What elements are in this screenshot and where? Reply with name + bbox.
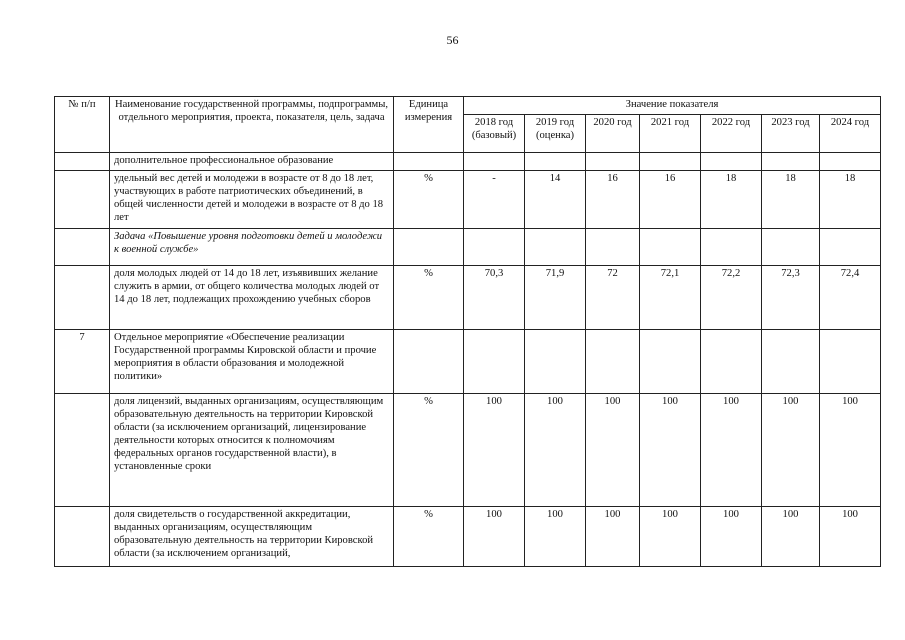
value-cell <box>586 330 640 394</box>
value-cell <box>701 229 762 266</box>
value-cell: 100 <box>525 394 586 507</box>
value-cell: 71,9 <box>525 266 586 330</box>
header-year: 2023 год <box>762 115 820 153</box>
value-cell <box>464 229 525 266</box>
indicators-table <box>54 96 881 567</box>
table-row <box>55 266 881 330</box>
header-value-group: Значение показателя <box>464 97 881 115</box>
indicator-name: дополнительное профессиональное образование <box>110 153 394 171</box>
value-cell <box>586 153 640 171</box>
unit-cell: % <box>394 507 464 567</box>
value-cell: 100 <box>820 507 881 567</box>
value-cell: 72,1 <box>640 266 701 330</box>
value-cell: 16 <box>640 171 701 229</box>
page-number: 56 <box>446 33 459 47</box>
value-cell <box>464 330 525 394</box>
value-cell: 100 <box>762 507 820 567</box>
value-cell: 72,3 <box>762 266 820 330</box>
value-cell: 100 <box>525 507 586 567</box>
value-cell: 100 <box>464 507 525 567</box>
value-cell <box>640 330 701 394</box>
header-year: 2018 год (базовый) <box>464 115 525 153</box>
unit-cell <box>394 330 464 394</box>
indicator-name: доля свидетельств о государственной аккредитации, выданных организациям, осуществляющим образовательную деятельность на территории Кировской области (за исключением организаций, <box>110 507 394 567</box>
value-cell: 100 <box>640 394 701 507</box>
value-cell <box>701 153 762 171</box>
value-cell <box>525 330 586 394</box>
row-num <box>55 229 110 266</box>
table-row <box>55 171 881 229</box>
value-cell <box>640 229 701 266</box>
value-cell: 100 <box>586 394 640 507</box>
row-num <box>55 507 110 567</box>
row-num <box>55 171 110 229</box>
indicator-name: удельный вес детей и молодежи в возрасте от 8 до 18 лет, участвующих в работе патриотических объединений, в общей численности детей и молодежи в возрасте от 8 до 18 лет <box>110 171 394 229</box>
value-cell: 14 <box>525 171 586 229</box>
value-cell: 100 <box>762 394 820 507</box>
value-cell <box>762 229 820 266</box>
value-cell: 72,4 <box>820 266 881 330</box>
value-cell <box>820 153 881 171</box>
value-cell <box>820 330 881 394</box>
value-cell <box>762 330 820 394</box>
value-cell <box>820 229 881 266</box>
value-cell <box>525 153 586 171</box>
value-cell: 100 <box>640 507 701 567</box>
value-cell <box>525 229 586 266</box>
header-name: Наименование государственной программы, подпрограммы, отдельного мероприятия, проекта, показателя, цель, задача <box>110 97 394 153</box>
row-num <box>55 153 110 171</box>
value-cell: 100 <box>586 507 640 567</box>
table-row <box>55 507 881 567</box>
value-cell: 100 <box>701 507 762 567</box>
header-year: 2024 год <box>820 115 881 153</box>
header-year: 2021 год <box>640 115 701 153</box>
value-cell: 72,2 <box>701 266 762 330</box>
value-cell: 100 <box>464 394 525 507</box>
header-year: 2022 год <box>701 115 762 153</box>
value-cell: 16 <box>586 171 640 229</box>
indicator-name: доля лицензий, выданных организациям, осуществляющим образовательную деятельность на территории Кировской области (за исключением организаций, лицензирование деятельности которых относится к полномочиям федеральных органов государственной власти), в установленные сроки <box>110 394 394 507</box>
value-cell: 18 <box>820 171 881 229</box>
table-row <box>55 394 881 507</box>
value-cell: 100 <box>701 394 762 507</box>
unit-cell: % <box>394 266 464 330</box>
row-num <box>55 394 110 507</box>
unit-cell <box>394 229 464 266</box>
indicator-name: доля молодых людей от 14 до 18 лет, изъявивших желание служить в армии, от общего количества молодых людей от 14 до 18 лет, подлежащих прохождению учебных сборов <box>110 266 394 330</box>
value-cell <box>586 229 640 266</box>
row-num: 7 <box>55 330 110 394</box>
task-name: Задача «Повышение уровня подготовки детей и молодежи к военной службе» <box>110 229 394 266</box>
header-year: 2019 год (оценка) <box>525 115 586 153</box>
value-cell: 18 <box>762 171 820 229</box>
unit-cell <box>394 153 464 171</box>
value-cell <box>701 330 762 394</box>
unit-cell: % <box>394 171 464 229</box>
row-num <box>55 266 110 330</box>
header-num: № п/п <box>55 97 110 153</box>
value-cell: 72 <box>586 266 640 330</box>
table-row <box>55 153 881 171</box>
value-cell: 100 <box>820 394 881 507</box>
value-cell: 70,3 <box>464 266 525 330</box>
value-cell <box>640 153 701 171</box>
table-body <box>55 153 881 567</box>
indicator-name: Отдельное мероприятие «Обеспечение реализации Государственной программы Кировской области и прочие мероприятия в области образования и молодежной политики» <box>110 330 394 394</box>
table-row <box>55 330 881 394</box>
value-cell: 18 <box>701 171 762 229</box>
unit-cell: % <box>394 394 464 507</box>
table-row <box>55 229 881 266</box>
value-cell <box>762 153 820 171</box>
header-year: 2020 год <box>586 115 640 153</box>
header-unit: Единица измерения <box>394 97 464 153</box>
value-cell: - <box>464 171 525 229</box>
value-cell <box>464 153 525 171</box>
